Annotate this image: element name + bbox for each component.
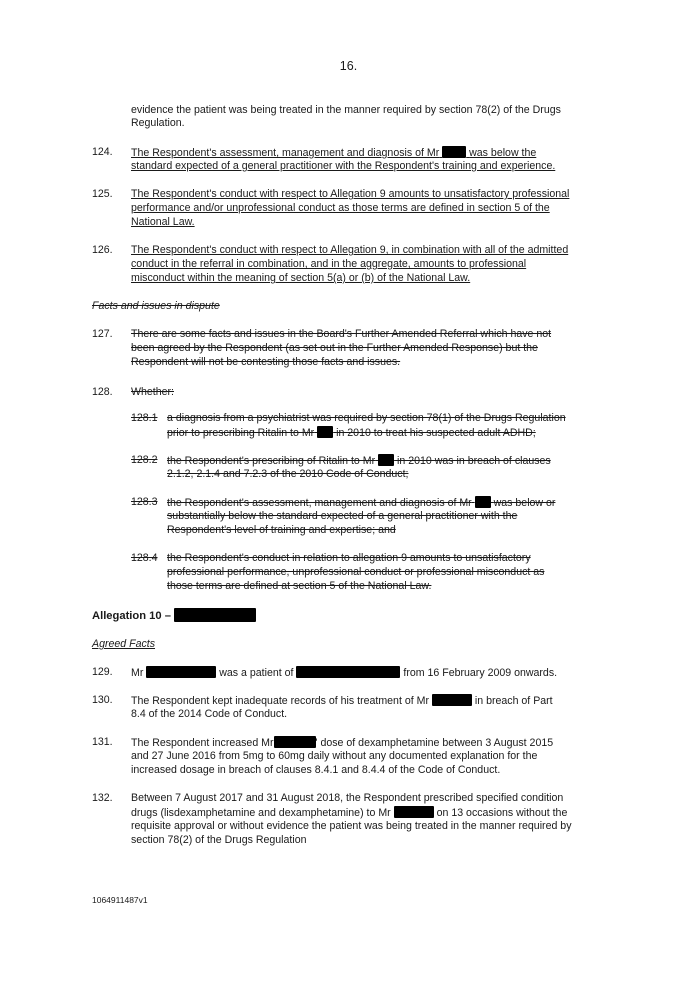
text-span: the Respondent's assessment, management and diagnosis of Mr	[167, 497, 472, 509]
para-132-line-1: Between 7 August 2017 and 31 August 2018, the Respondent prescribed specified condition	[131, 792, 564, 804]
subpara-128-3-line-2: substantially below the standard expected of a general practitioner with the	[167, 510, 518, 522]
subpara-128-3-line-3: Respondent's level of training and expertise; and	[167, 524, 396, 536]
para-132-line-4: section 78(2) of the Drugs Regulation	[131, 834, 307, 846]
subpara-number: 128.3	[131, 496, 158, 508]
para-131-line-2: and 27 June 2016 from 5mg to 60mg daily without any documented explanation for the	[131, 750, 538, 762]
text-span: was below the	[469, 147, 537, 159]
para-number: 126.	[92, 244, 113, 256]
para-number: 127.	[92, 328, 113, 340]
redaction-block	[378, 454, 394, 466]
redaction-block	[475, 496, 491, 508]
para-130-line-1	[131, 694, 593, 708]
para-number: 131.	[92, 736, 113, 748]
para-125-line-2: performance and/or unprofessional conduct as those terms are defined in section 5 of the	[131, 202, 550, 214]
document-reference: 1064911487v1	[92, 895, 148, 905]
para-126-line-2: conduct in the referral in combination, and in the aggregate, amounts to professional	[131, 258, 527, 270]
intro-line-1: evidence the patient was being treated in the manner required by section 78(2) of the Drugs	[131, 104, 561, 116]
redaction-block	[274, 736, 316, 748]
para-124-line-2: standard expected of a general practitioner with the Respondent's training and experience.	[131, 160, 556, 172]
para-131-line-1	[131, 736, 593, 750]
para-127-line-1: There are some facts and issues in the Board's Further Amended Referral which have not	[131, 328, 552, 340]
text-span: in breach of Part	[474, 695, 553, 707]
para-number: 128.	[92, 386, 113, 398]
subpara-number: 128.1	[131, 412, 158, 424]
page-number: 16.	[339, 59, 358, 73]
subpara-128-2-line-1	[167, 454, 589, 468]
intro-line-2: Regulation.	[131, 117, 185, 129]
para-125-line-1: The Respondent's conduct with respect to Allegation 9 amounts to unsatisfactory professional	[131, 188, 570, 200]
text-span: Allegation 10 –	[92, 610, 171, 622]
para-132-line-2	[131, 806, 593, 820]
text-span: in 2010 was in breach of clauses	[397, 455, 551, 467]
subpara-128-4-line-3: those terms are defined at section 5 of the National Law.	[167, 580, 432, 592]
redaction-block	[442, 146, 466, 158]
para-number: 125.	[92, 188, 113, 200]
text-span: from 16 February 2009 onwards.	[403, 667, 558, 679]
para-127-line-2: been agreed by the Respondent (as set out in the Further Amended Response) but the	[131, 342, 538, 354]
text-span: was a patient of	[219, 667, 294, 679]
subpara-128-3-line-1	[167, 496, 589, 510]
redaction-block	[146, 666, 216, 678]
subpara-128-4-line-1: the Respondent's conduct in relation to allegation 9 amounts to unsatisfactory	[167, 552, 531, 564]
para-126-line-1: The Respondent's conduct with respect to Allegation 9, in combination with all of the admitted	[131, 244, 569, 256]
subpara-number: 128.2	[131, 454, 158, 466]
subpara-128-4-line-2: professional performance, unprofessional conduct or professional misconduct as	[167, 566, 545, 578]
subpara-128-1-line-2	[167, 426, 589, 440]
para-132-line-3: requisite approval or without evidence the patient was being treated in the manner required by	[131, 820, 572, 832]
para-number: 129.	[92, 666, 113, 678]
para-127-line-3: Respondent will not be contesting those facts and issues.	[131, 356, 401, 368]
redaction-block	[296, 666, 400, 678]
para-number: 130.	[92, 694, 113, 706]
para-129-line-1	[131, 666, 593, 680]
text-span: ' dose of dexamphetamine between 3 August 2015	[315, 737, 554, 749]
para-131-line-3: increased dosage in breach of clauses 8.4.1 and 8.4.4 of the Code of Conduct.	[131, 764, 501, 776]
text-span: was below or	[493, 497, 556, 509]
text-span: prior to prescribing Ritalin to Mr	[167, 427, 315, 439]
redaction-block	[394, 806, 434, 818]
section-heading-agreed: Agreed Facts	[92, 638, 156, 650]
para-number: 132.	[92, 792, 113, 804]
section-heading-disputed: Facts and issues in dispute	[92, 300, 220, 312]
text-span: in 2010 to treat his suspected adult ADHD;	[336, 427, 536, 439]
para-128-text: Whether:	[131, 386, 174, 398]
text-span: The Respondent increased Mr	[131, 737, 274, 749]
subpara-number: 128.4	[131, 552, 158, 564]
text-span: the Respondent's prescribing of Ritalin to Mr	[167, 455, 376, 467]
text-span: on 13 occasions without the	[436, 807, 568, 819]
para-124-line-1	[131, 146, 593, 160]
redaction-block	[432, 694, 472, 706]
redaction-block	[317, 426, 333, 438]
subpara-128-2-line-2: 2.1.2, 2.1.4 and 7.2.3 of the 2010 Code of Conduct;	[167, 468, 409, 480]
text-span: Mr	[131, 667, 144, 679]
para-126-line-3: misconduct within the meaning of section 5(a) or (b) of the National Law.	[131, 272, 471, 284]
text-span: The Respondent kept inadequate records of his treatment of Mr	[131, 695, 429, 707]
text-span: drugs (lisdexamphetamine and dexamphetamine) to Mr	[131, 807, 391, 819]
para-125-line-3: National Law.	[131, 216, 195, 228]
text-span: The Respondent's assessment, management and diagnosis of Mr	[131, 147, 440, 159]
para-number: 124.	[92, 146, 113, 158]
subpara-128-1-line-1: a diagnosis from a psychiatrist was required by section 78(1) of the Drugs Regulation	[167, 412, 566, 424]
allegation-heading	[92, 608, 256, 623]
para-130-line-2: 8.4 of the 2014 Code of Conduct.	[131, 708, 288, 720]
redaction-block	[174, 608, 256, 622]
